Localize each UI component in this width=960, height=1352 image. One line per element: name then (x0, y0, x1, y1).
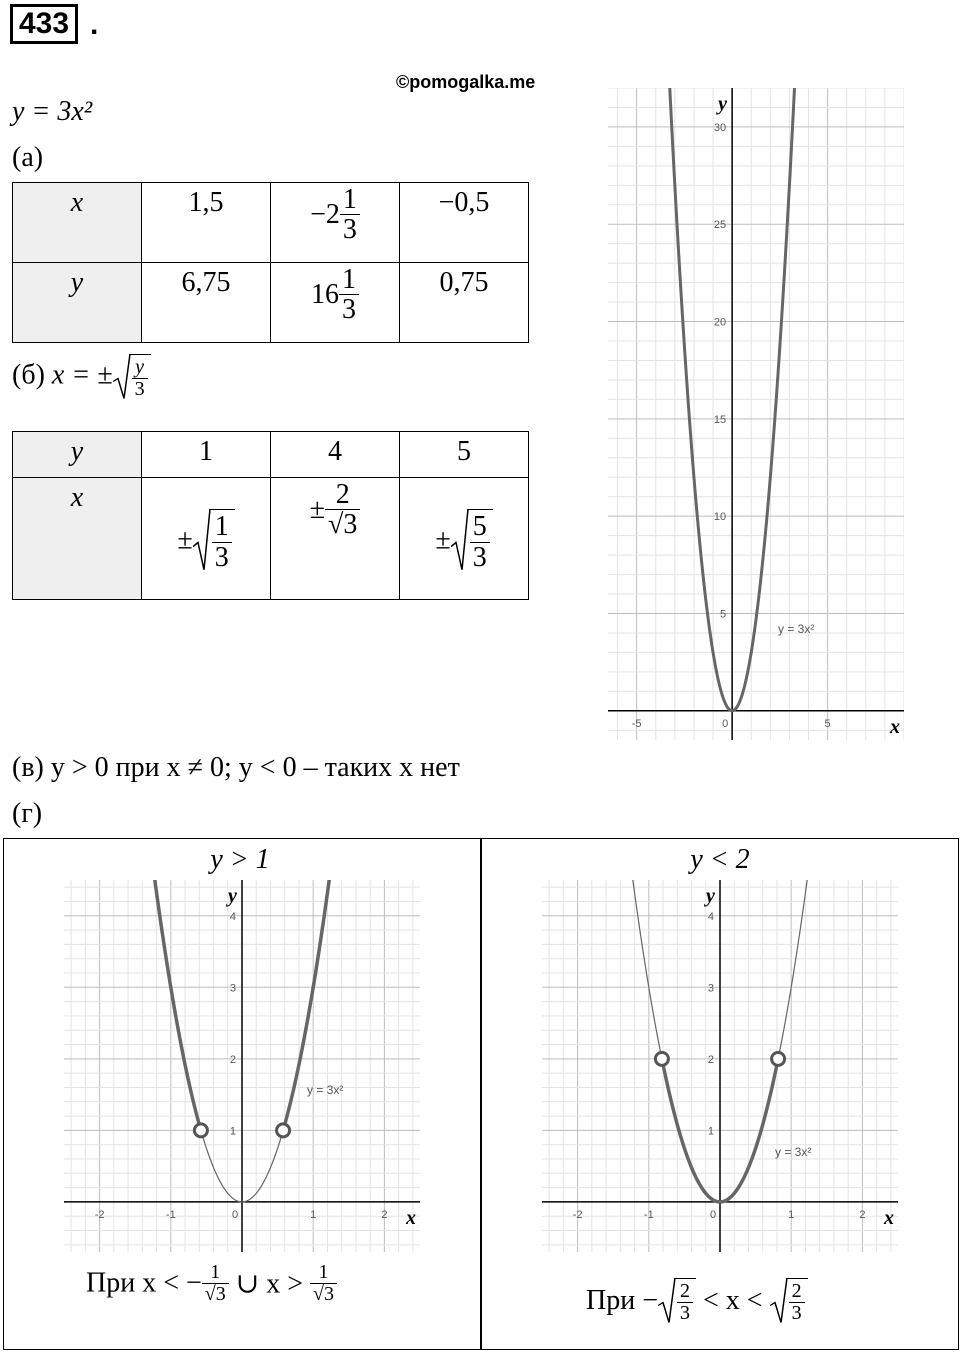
frac-num: 2 (789, 1281, 805, 1303)
y-tick-label: 1 (229, 1125, 236, 1138)
part-a-label: (а) (12, 142, 44, 173)
table-b-cell: 1 (142, 432, 271, 478)
table-a (12, 182, 529, 343)
part-b-lhs: x = ± (51, 359, 113, 391)
sqrt (770, 1278, 808, 1324)
frac-num: 1 (202, 1262, 229, 1284)
x-tick-label: -2 (94, 1208, 105, 1221)
problem-number-dot: . (90, 8, 99, 41)
right-parabola-chart (542, 880, 898, 1252)
main-parabola-chart (608, 88, 904, 740)
table-b-cell-sqrt (400, 478, 529, 600)
table-a-cell: −0,5 (400, 183, 529, 263)
x-tick-label: 5 (824, 717, 831, 730)
x-tick-label: 2 (381, 1208, 388, 1221)
part-b-formula (12, 354, 151, 400)
frac-den: 3 (342, 214, 357, 246)
y-axis-label: y (706, 885, 715, 907)
y-tick-label: 20 (713, 316, 727, 329)
frac-num: 1 (340, 185, 360, 215)
table-b-cell: 4 (271, 432, 400, 478)
frac-num: 5 (470, 512, 490, 542)
table-b-head-x: x (13, 478, 142, 600)
left-answer (86, 1262, 337, 1305)
y-tick-label: 3 (707, 982, 714, 995)
x-tick-label: 1 (310, 1208, 317, 1221)
part-v-text: (в) y > 0 при x ≠ 0; y < 0 – таких x нет (12, 752, 460, 783)
y-tick-label: 10 (713, 511, 727, 524)
curve-label: y = 3x² (307, 1083, 344, 1097)
frac-num: y (132, 357, 148, 379)
problem-number: 433 (10, 4, 78, 44)
table-a-row-y (13, 263, 529, 343)
sqrt (113, 354, 151, 400)
mixed-whole: −2 (310, 198, 340, 230)
x-axis-label: x (406, 1206, 416, 1229)
function-line: y = 3x² (12, 96, 93, 127)
table-b (12, 431, 529, 600)
y-tick-label: 15 (713, 413, 727, 426)
frac-den: 3 (472, 541, 487, 573)
frac-den: √3 (313, 1283, 335, 1305)
pm-sign: ± (309, 493, 325, 525)
parabola-curve (778, 880, 824, 1060)
y-tick-label: 30 (713, 121, 727, 134)
table-a-cell-mixed (271, 263, 400, 343)
table-a-row-x (13, 183, 529, 263)
x-tick-label: 0 (722, 717, 729, 730)
y-tick-label: 5 (720, 608, 727, 621)
table-b-head-y: y (13, 432, 142, 478)
right-answer-prefix: При − (586, 1285, 658, 1316)
y-axis-label: y (718, 93, 728, 115)
x-axis-label: x (890, 715, 900, 738)
table-a-cell: 0,75 (400, 263, 529, 343)
y-tick-label: 4 (707, 910, 714, 923)
frac-den: 3 (680, 1302, 690, 1324)
parabola-curve (138, 880, 200, 1128)
table-b-cell-sqrt (142, 478, 271, 600)
y-tick-label: 1 (707, 1125, 714, 1138)
part-g-label: (г) (12, 798, 43, 829)
frac-num: 1 (339, 265, 359, 295)
frac-den: √3 (204, 1283, 226, 1305)
x-tick-label: 1 (788, 1208, 795, 1221)
curve-label: y = 3x² (778, 622, 815, 636)
part-b-label: (б) (12, 359, 45, 391)
x-tick-label: -1 (165, 1208, 176, 1221)
y-tick-label: 25 (713, 219, 727, 232)
x-tick-label: -1 (643, 1208, 654, 1221)
table-b-cell: 5 (400, 432, 529, 478)
left-panel-title: y > 1 (210, 844, 270, 875)
table-a-head-x: x (13, 183, 142, 263)
curve-label: y = 3x² (775, 1145, 812, 1159)
table-b-row-x (13, 478, 529, 600)
right-answer (586, 1278, 808, 1324)
left-answer-prefix: При x < − (86, 1267, 202, 1299)
x-tick-label: 0 (709, 1208, 717, 1221)
frac-den: 3 (342, 294, 356, 326)
x-tick-label: 0 (231, 1208, 239, 1221)
open-point (772, 1052, 785, 1065)
watermark: ©pomogalka.me (396, 72, 536, 92)
open-point (194, 1124, 207, 1137)
y-axis-label: y (228, 885, 237, 907)
x-tick-label: -5 (631, 717, 642, 730)
x-axis-label: x (884, 1206, 894, 1229)
table-b-cell-frac (271, 478, 400, 600)
left-parabola-chart (64, 880, 420, 1252)
table-a-cell: 6,75 (142, 263, 271, 343)
y-tick-label: 2 (707, 1053, 714, 1066)
left-answer-mid: ∪ x > (228, 1268, 311, 1300)
x-tick-label: -2 (572, 1208, 583, 1221)
open-point (655, 1052, 668, 1065)
frac-num: 2 (325, 480, 360, 510)
pm-sign: ± (435, 524, 451, 556)
sqrt (193, 509, 235, 572)
frac-num: 1 (310, 1262, 337, 1284)
right-panel-title: y < 2 (690, 844, 750, 875)
table-a-cell-mixed (271, 183, 400, 263)
y-tick-label: 3 (229, 982, 236, 995)
table-a-cell: 1,5 (142, 183, 271, 263)
sqrt (451, 509, 493, 572)
frac-den: 3 (134, 378, 145, 400)
frac-num: 2 (677, 1281, 693, 1303)
y-tick-label: 4 (229, 910, 236, 923)
frac-den: √3 (328, 509, 358, 541)
panels-divider (480, 838, 482, 1349)
x-tick-label: 2 (859, 1208, 866, 1221)
table-b-row-y (13, 432, 529, 478)
parabola-curve (616, 880, 661, 1056)
frac-den: 3 (214, 541, 229, 573)
mixed-whole: 16 (311, 278, 339, 310)
pm-sign: ± (177, 524, 193, 556)
table-a-head-y: y (13, 263, 142, 343)
frac-den: 3 (791, 1302, 802, 1324)
sqrt (658, 1278, 696, 1324)
open-point (277, 1124, 290, 1137)
frac-num: 1 (212, 512, 232, 542)
right-answer-mid: < x < (696, 1285, 770, 1316)
y-tick-label: 2 (229, 1053, 236, 1066)
